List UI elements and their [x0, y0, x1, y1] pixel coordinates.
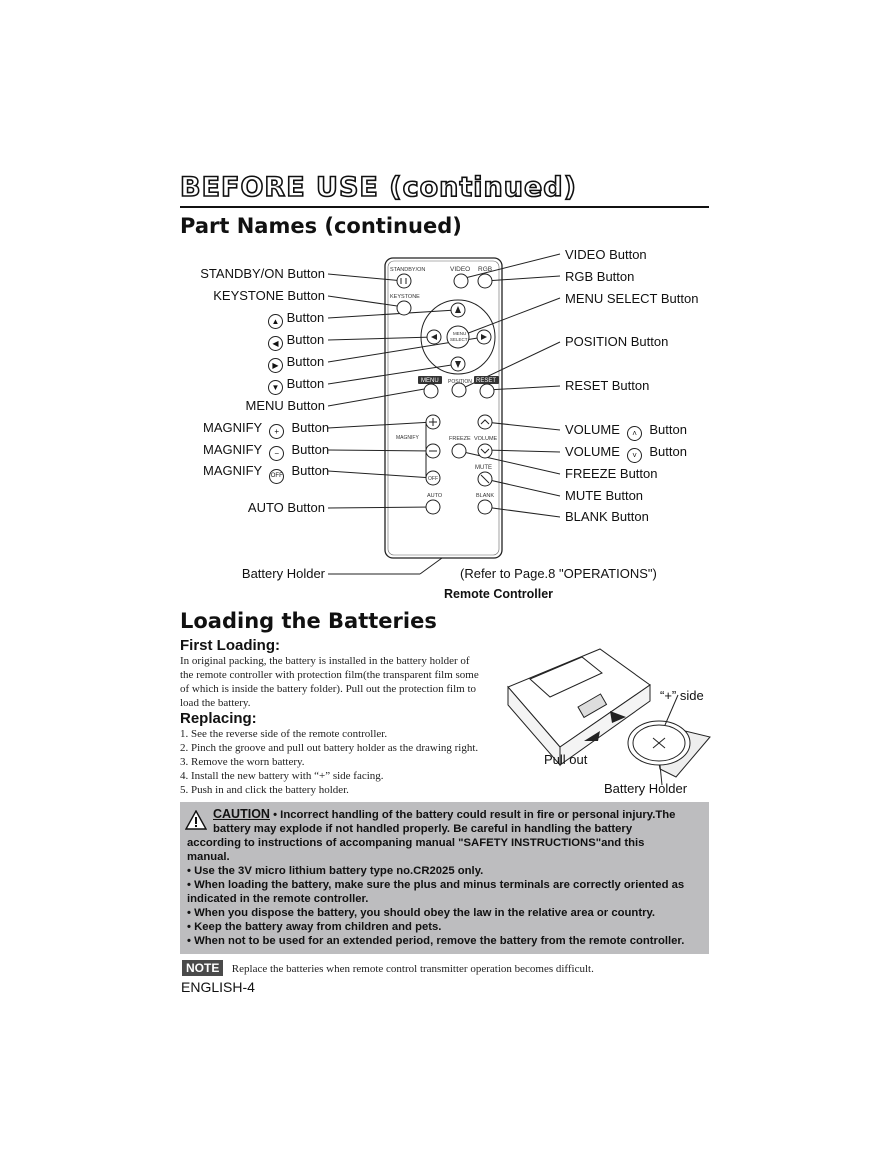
- silk-standby: STANDBY/ON: [390, 267, 426, 273]
- fig-plus-side: “+” side: [660, 688, 704, 703]
- silk-rgb: RGB: [478, 266, 493, 273]
- label-video: VIDEO Button: [565, 247, 647, 262]
- caution-line-6: indicated in the remote controller.: [187, 893, 369, 905]
- caution-line-8: • Keep the battery away from children and pets.: [187, 921, 442, 933]
- caution-box: [180, 802, 709, 954]
- silk-keystone: KEYSTONE: [390, 294, 420, 300]
- caution-line-2: according to instructions of accompaning manual "SAFETY INSTRUCTIONS"and this: [187, 837, 645, 849]
- step-item: 3. Remove the worn battery.: [180, 756, 305, 768]
- section-title-batteries: Loading the Batteries: [180, 609, 437, 633]
- silk-auto: AUTO: [427, 493, 443, 499]
- page-title: BEFORE USE (continued): [180, 172, 577, 203]
- plus-icon: +: [269, 424, 284, 439]
- fig-pull-out: Pull out: [544, 752, 588, 767]
- note-tag: NOTE: [182, 960, 223, 976]
- warning-icon: [185, 810, 207, 830]
- label-volume-up: VOLUME ˄ Button: [565, 422, 687, 441]
- up-arrow-icon: ▲: [268, 314, 283, 329]
- right-arrow-icon: ▶: [268, 358, 283, 373]
- volume-down-shape: [478, 444, 492, 458]
- step-item: 1. See the reverse side of the remote controller.: [180, 728, 388, 740]
- label-standby: STANDBY/ON Button: [200, 266, 325, 281]
- step-item: 5. Push in and click the battery holder.: [180, 784, 349, 796]
- standby-button-shape: [397, 274, 411, 288]
- caution-line-7: • When you dispose the battery, you should obey the law in the relative area or country.: [187, 907, 656, 919]
- silk-menu-select-2: SELECT: [450, 337, 468, 342]
- video-button-shape: [454, 274, 468, 288]
- label-auto: AUTO Button: [247, 500, 325, 515]
- silk-freeze: FREEZE: [449, 436, 471, 442]
- blank-button-shape: [478, 500, 492, 514]
- silk-off: OFF: [428, 476, 438, 482]
- label-battery-holder: Battery Holder: [241, 566, 325, 581]
- note-row: [182, 959, 594, 977]
- note-text: Replace the batteries when remote control transmitter operation becomes difficult.: [231, 963, 594, 975]
- label-left: ◀ Button: [268, 332, 324, 351]
- caution-line-4: • Use the 3V micro lithium battery type no.CR2025 only.: [187, 865, 484, 877]
- page-number: ENGLISH-4: [181, 979, 255, 995]
- label-blank: BLANK Button: [565, 509, 649, 524]
- label-reset: RESET Button: [565, 378, 650, 393]
- off-icon: OFF: [269, 469, 284, 484]
- caution-line-9: • When not to be used for an extended period, remove the battery from the remote controller.: [187, 935, 685, 947]
- down-arrow-icon: ▼: [268, 380, 283, 395]
- silk-blank: BLANK: [476, 493, 495, 499]
- keystone-button-shape: [397, 301, 411, 315]
- silk-mute: MUTE: [475, 465, 492, 471]
- minus-icon: −: [269, 446, 284, 461]
- diagram-caption: Remote Controller: [444, 587, 554, 601]
- freeze-button-shape: [452, 444, 466, 458]
- replacing-steps: [180, 727, 500, 797]
- label-volume-down: VOLUME ˅ Button: [565, 444, 687, 463]
- caution-line-0: • Incorrect handling of the battery could result in fire or personal injury.The: [273, 809, 676, 821]
- silk-magnify: MAGNIFY: [396, 435, 419, 441]
- chevron-down-icon: ˅: [627, 448, 642, 463]
- label-down: ▼ Button: [268, 376, 324, 395]
- fig-battery-holder: Battery Holder: [604, 781, 688, 796]
- label-rgb: RGB Button: [565, 269, 635, 284]
- label-magnify-minus: MAGNIFY − Button: [203, 442, 329, 461]
- label-magnify-off: MAGNIFY OFF Button: [203, 463, 329, 484]
- battery-illustration: [500, 645, 715, 795]
- first-loading-text: In original packing, the battery is installed in the battery holder of the remote controller with protection film(the transparent film some of which is inside the battery folder). Pull out the protection film to load the battery.: [180, 655, 479, 709]
- silk-menu-select-1: MENU: [453, 331, 467, 336]
- silk-reset: RESET: [476, 378, 497, 384]
- caution-label: CAUTION: [213, 807, 270, 821]
- label-mute: MUTE Button: [565, 488, 644, 503]
- caution-line-1: battery may explode if not handled properly. Be careful in handling the battery: [213, 823, 633, 835]
- silk-position: POSITION: [448, 379, 472, 385]
- step-item: 4. Install the new battery with “+” side facing.: [180, 770, 384, 782]
- position-button-shape: [452, 383, 466, 397]
- replacing-heading: Replacing:: [180, 710, 257, 727]
- auto-button-shape: [426, 500, 440, 514]
- caution-line-3: manual.: [187, 851, 230, 863]
- label-menu-select: MENU SELECT Button: [565, 291, 699, 306]
- label-menu: MENU Button: [245, 398, 325, 413]
- rgb-button-shape: [478, 274, 492, 288]
- silk-video: VIDEO: [450, 266, 471, 273]
- silk-volume: VOLUME: [474, 436, 498, 442]
- first-loading-heading: First Loading:: [180, 637, 280, 654]
- silk-menu: MENU: [421, 378, 439, 384]
- volume-up-shape: [478, 415, 492, 429]
- left-arrow-icon: ◀: [268, 336, 283, 351]
- label-up: ▲ Button: [268, 310, 324, 329]
- caution-line-5: • When loading the battery, make sure the plus and minus terminals are correctly oriented as: [187, 879, 685, 891]
- section-title-part-names: Part Names (continued): [180, 214, 462, 238]
- label-freeze: FREEZE Button: [565, 466, 658, 481]
- label-magnify-plus: MAGNIFY + Button: [203, 420, 329, 439]
- refer-note: (Refer to Page.8 "OPERATIONS"): [460, 566, 657, 581]
- label-right: ▶ Button: [268, 354, 324, 373]
- label-keystone: KEYSTONE Button: [213, 288, 325, 303]
- chevron-up-icon: ˄: [627, 426, 642, 441]
- step-item: 2. Pinch the groove and pull out battery holder as the drawing right.: [180, 742, 479, 754]
- label-position: POSITION Button: [565, 334, 669, 349]
